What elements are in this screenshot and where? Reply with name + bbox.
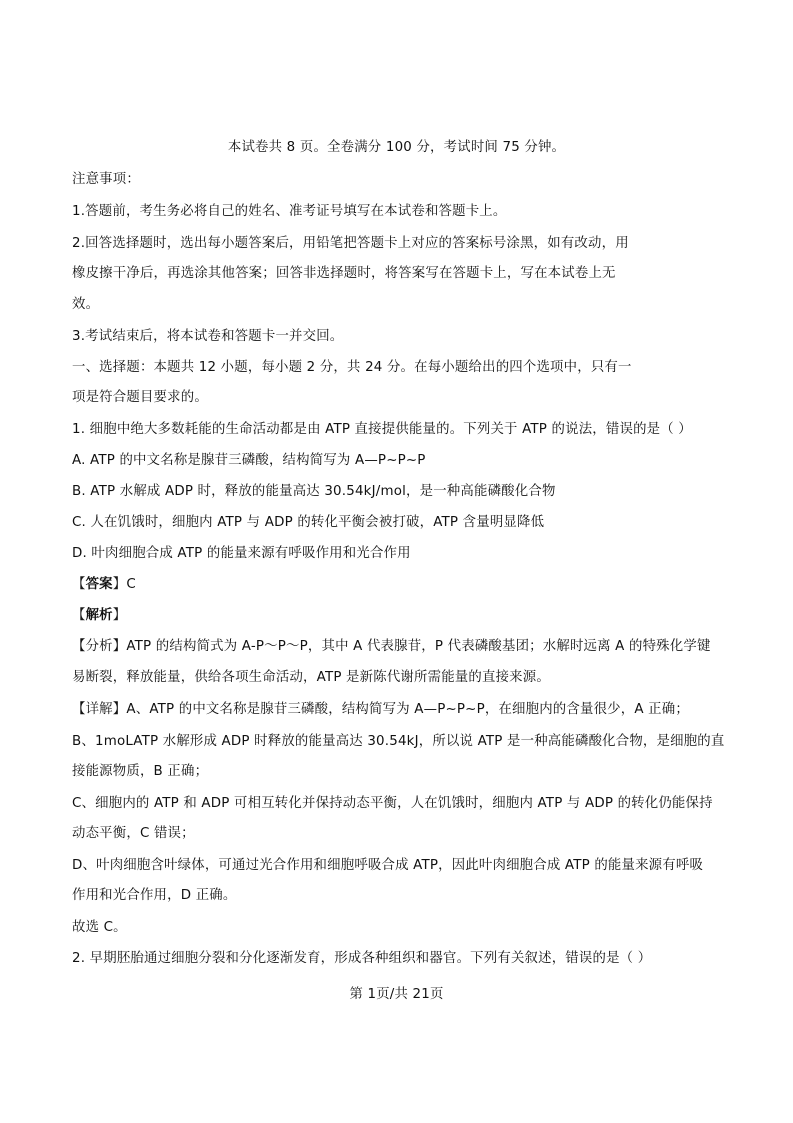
answer-bracket-open: 【 — [72, 577, 86, 592]
question-1-stem: 1. 细胞中绝大多数耗能的生命活动都是由 ATP 直接提供能量的。下列关于 ATP 的说法，错误的是（ ） — [72, 422, 692, 437]
answer-label: 答案 — [85, 577, 113, 592]
xiangjie-d-line-1: D、叶肉细胞含叶绿体，可通过光合作用和细胞呼吸合成 ATP，因此叶肉细胞合成 ATP 的能量来源有呼吸 — [72, 858, 704, 873]
xiangjie-c-line-2: 动态平衡，C 错误； — [72, 826, 195, 841]
fenxi-line-1: 【分析】ATP 的结构简式为 A-P～P～P，其中 A 代表腺苷，P 代表磷酸基团；水解时远离 A 的特殊化学键 — [72, 639, 711, 654]
xiangjie-c-line-1: C、细胞内的 ATP 和 ADP 可相互转化并保持动态平衡，人在饥饿时，细胞内 ATP 与 ADP 的转化仍能保持 — [72, 796, 713, 811]
answer-bracket-close: 】 — [112, 577, 127, 592]
note-2-line-3: 效。 — [72, 297, 100, 312]
xiangjie-b-line-2: 接能源物质，B 正确； — [72, 764, 209, 779]
note-3: 3.考试结束后，将本试卷和答题卡一并交回。 — [72, 329, 344, 344]
section-1-title-line-2: 项是符合题目要求的。 — [72, 390, 208, 405]
xiangjie-b-line-1: B、1moLATP 水解形成 ADP 时释放的能量高达 30.54kJ，所以说 ATP 是一种高能磷酸化合物，是细胞的直 — [72, 734, 725, 749]
question-1-option-d: D. 叶肉细胞合成 ATP 的能量来源有呼吸作用和光合作用 — [72, 546, 411, 561]
question-1-option-a: A. ATP 的中文名称是腺苷三磷酸，结构简写为 A—P~P~P — [72, 453, 426, 468]
section-1-title-line-1: 一、选择题：本题共 12 小题，每小题 2 分，共 24 分。在每小题给出的四个选项中，只有一 — [72, 360, 632, 375]
xiangjie-d-line-2: 作用和光合作用，D 正确。 — [72, 888, 237, 903]
answer-row — [72, 576, 136, 594]
exam-info: 本试卷共 8 页。全卷满分 100 分，考试时间 75 分钟。 — [227, 140, 566, 155]
note-1: 1.答题前，考生务必将自己的姓名、准考证号填写在本试卷和答题卡上。 — [72, 204, 507, 219]
note-2-line-1: 2.回答选择题时，选出每小题答案后，用铅笔把答题卡上对应的答案标号涂黑，如有改动，用 — [72, 236, 629, 251]
analysis-bracket-open: 【 — [72, 608, 86, 623]
question-1-option-c: C. 人在饥饿时，细胞内 ATP 与 ADP 的转化平衡会被打破，ATP 含量明显降低 — [72, 515, 545, 530]
analysis-bracket-close: 】 — [112, 608, 127, 623]
analysis-label: 解析 — [85, 608, 113, 623]
analysis-heading — [72, 607, 126, 625]
question-1-option-b: B. ATP 水解成 ADP 时，释放的能量高达 30.54kJ/mol，是一种高能磷酸化合物 — [72, 484, 556, 499]
note-2-line-2: 橡皮擦干净后，再选涂其他答案；回答非选择题时，将答案写在答题卡上，写在本试卷上无 — [72, 266, 616, 281]
fenxi-line-2: 易断裂，释放能量，供给各项生命活动，ATP 是新陈代谢所需能量的直接来源。 — [72, 670, 550, 685]
xiangjie-a: 【详解】A、ATP 的中文名称是腺苷三磷酸，结构简写为 A—P~P~P，在细胞内的含量很少，A 正确； — [72, 702, 689, 717]
question-2-stem: 2. 早期胚胎通过细胞分裂和分化逐渐发育，形成各种组织和器官。下列有关叙述，错误的是（ ） — [72, 951, 652, 966]
conclusion: 故选 C。 — [72, 920, 127, 935]
notes-title: 注意事项： — [72, 172, 140, 187]
answer-value: C — [126, 577, 136, 592]
page-footer: 第 1页/共 21页 — [349, 987, 444, 1002]
